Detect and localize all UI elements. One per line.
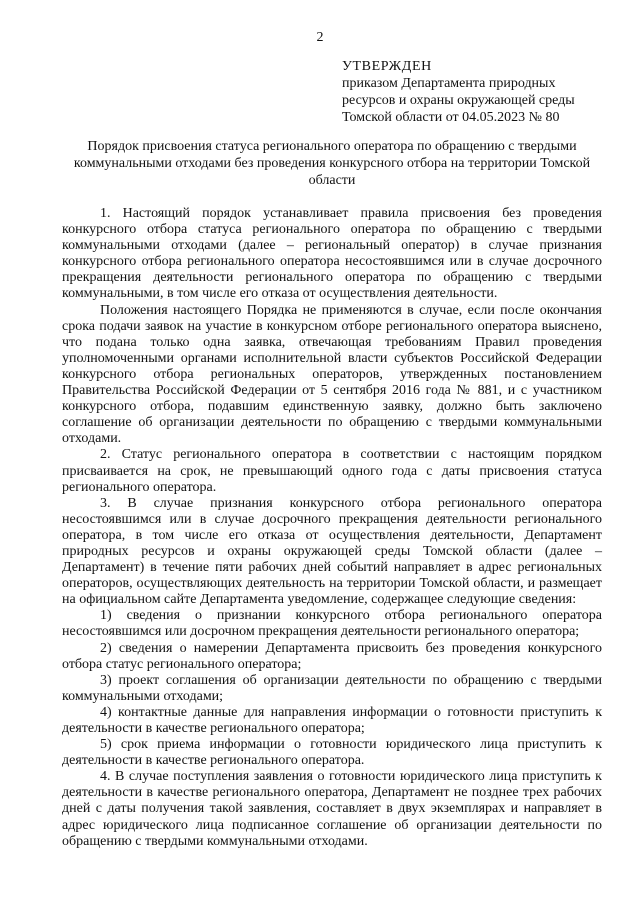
approval-line: Томской области от 04.05.2023 № 80 — [342, 110, 560, 125]
approval-stamp — [342, 58, 612, 126]
paragraph-3: 3. В случае признания конкурсного отбора регионального оператора несостоявшимся или в случае досрочного прекращения деятельности регионального оператора, в том числе его отказа от осуществления деятельности, Департамент природных ресурсов и охраны окружающей среды Томской области (далее – Департамент) в течение пяти рабочих дней событий направляет в адрес региональных операторов, осуществляющих деятельность на территории Томской области, и размещает на официальном сайте Департамента уведомление, содержащее следующие сведения: — [62, 495, 602, 608]
approval-line: приказом Департамента природных — [342, 76, 556, 91]
page-number: 2 — [316, 30, 324, 45]
paragraph-1: 1. Настоящий порядок устанавливает правила присвоения без проведения конкурсного отбора статуса регионального оператора по обращению с твердыми коммунальными отходами (далее – региональный оператор) в случае признания конкурсного отбора регионального оператора несостоявшимся или в случае досрочного прекращения деятельности регионального оператора по обращению с твердыми коммунальными, в том числе его отказа от осуществления деятельности. — [62, 206, 602, 302]
document-body — [62, 206, 602, 850]
list-item-2: 2) сведения о намерении Департамента присвоить без проведения конкурсного отбора статус регионального оператора; — [62, 640, 602, 672]
document-title: Порядок присвоения статуса регионального оператора по обращению с твердыми коммунальными отходами без проведения конкурсного отбора на территории Томской области — [73, 139, 591, 188]
list-item-1: 1) сведения о признании конкурсного отбора регионального оператора несостоявшимся или досрочном прекращения деятельности регионального оператора; — [62, 608, 602, 640]
paragraph-1-note: Положения настоящего Порядка не применяются в случае, если после окончания срока подачи заявок на участие в конкурсном отборе регионального оператора выяснено, что подана только одна заявка, отвечающая требованиям Правил проведения уполномоченными органами исполнительной власти субъектов Российской Федерации конкурсного отбора региональных операторов, утвержденных постановлением Правительства Российской Федерации от 5 сентября 2016 года № 881, и с участником конкурсного отбора, подавшим единственную заявку, должно быть заключено соглашение об организации деятельности по обращению с твердыми коммунальными отходами. — [62, 302, 602, 447]
approval-title: УТВЕРЖДЕН — [342, 59, 432, 74]
list-item-4: 4) контактные данные для направления информации о готовности приступить к деятельности в качестве регионального оператора; — [62, 704, 602, 736]
approval-line: ресурсов и охраны окружающей среды — [342, 93, 575, 108]
list-item-3: 3) проект соглашения об организации деятельности по обращению с твердыми коммунальными отходами; — [62, 672, 602, 704]
paragraph-2: 2. Статус регионального оператора в соответствии с настоящим порядком присваивается на срок, не превышающий одного года с даты присвоения статуса регионального оператора. — [62, 447, 602, 495]
paragraph-4: 4. В случае поступления заявления о готовности юридического лица приступить к деятельности в качестве регионального оператора, Департамент не позднее трех рабочих дней с даты получения такой заявления, составляет в двух экземплярах и направляет в адрес юридического лица подписанное соглашение об организации деятельности по обращению с твердыми коммунальными отходами. — [62, 769, 602, 849]
list-item-5: 5) срок приема информации о готовности юридического лица приступить к деятельности в качестве регионального оператора. — [62, 737, 602, 769]
